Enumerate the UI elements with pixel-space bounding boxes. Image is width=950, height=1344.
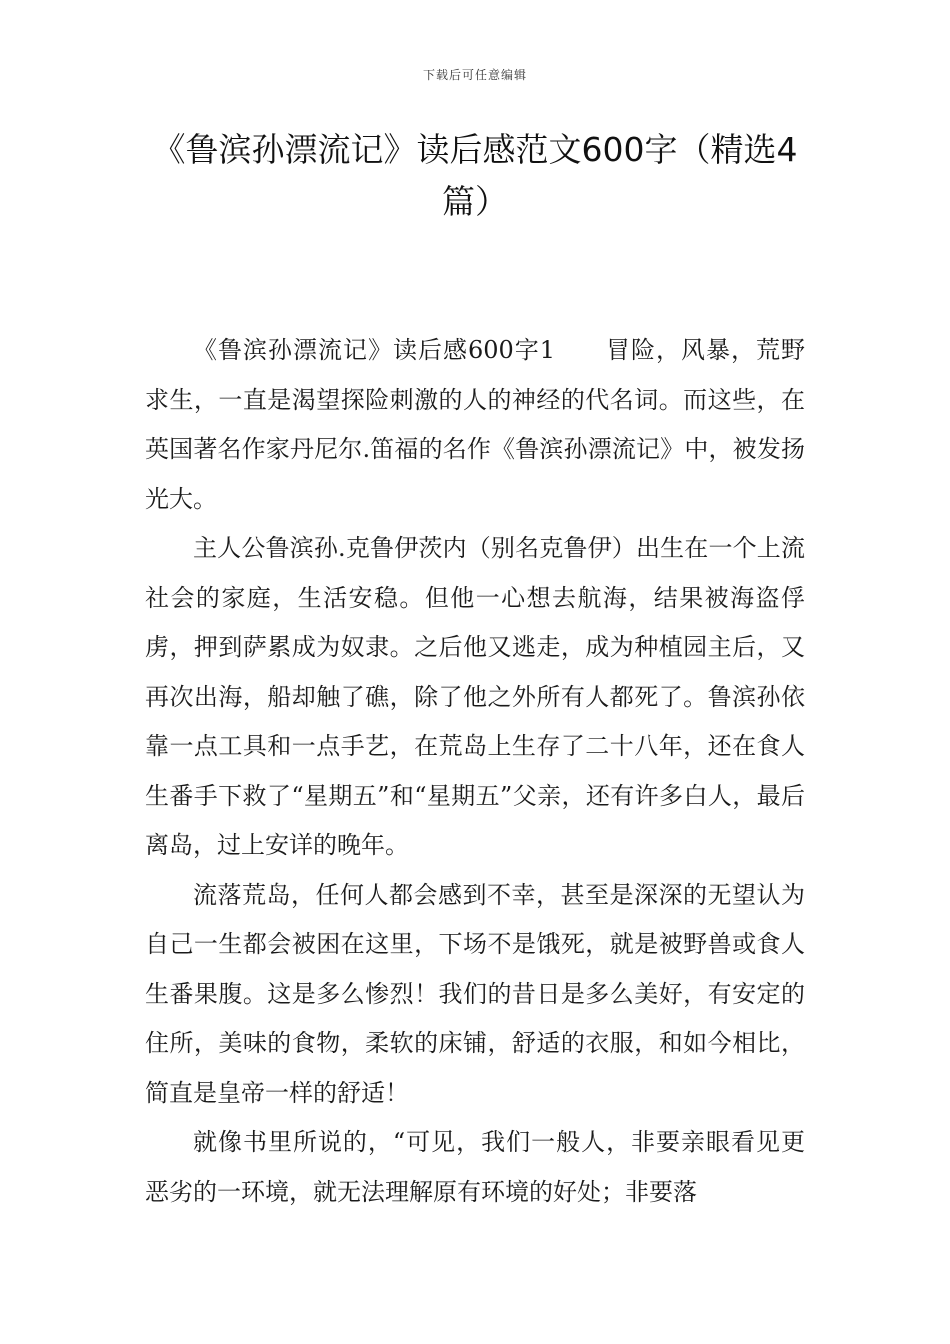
paragraph: 就像书里所说的，“可见，我们一般人，非要亲眼看见更恶劣的一环境，就无法理解原有环境的好处；非要落 [145, 1128, 805, 1206]
paragraph: 主人公鲁滨孙.克鲁伊茨内（别名克鲁伊）出生在一个上流社会的家庭，生活安稳。但他一心想去航海，结果被海盗俘虏，押到萨累成为奴隶。之后他又逃走，成为种植园主后，又再次出海，船却触了礁，除了他之外所有人都死了。鲁滨孙依靠一点工具和一点手艺，在荒岛上生存了二十八年，还在食人生番手下救了“星期五”和“星期五”父亲，还有许多白人，最后离岛，过上安详的晚年。 [145, 534, 805, 859]
document-title: 《鲁滨孙漂流记》读后感范文600字（精选4篇） [152, 130, 798, 221]
paragraph: 《鲁滨孙漂流记》读后感600字1 冒险，风暴，荒野求生，一直是渴望探险刺激的人的神经的代名词。而这些，在英国著名作家丹尼尔.笛福的名作《鲁滨孙漂流记》中，被发扬光大。 [145, 336, 805, 513]
header-note: 下载后可任意编辑 [422, 68, 527, 82]
document-body [145, 326, 805, 1217]
paragraph: 流落荒岛，任何人都会感到不幸，甚至是深深的无望认为自己一生都会被困在这里，下场不是饿死，就是被野兽或食人生番果腹。这是多么惨烈！我们的昔日是多么美好，有安定的住所，美味的食物，柔软的床铺，舒适的衣服，和如今相比，简直是皇帝一样的舒适！ [145, 880, 805, 1107]
